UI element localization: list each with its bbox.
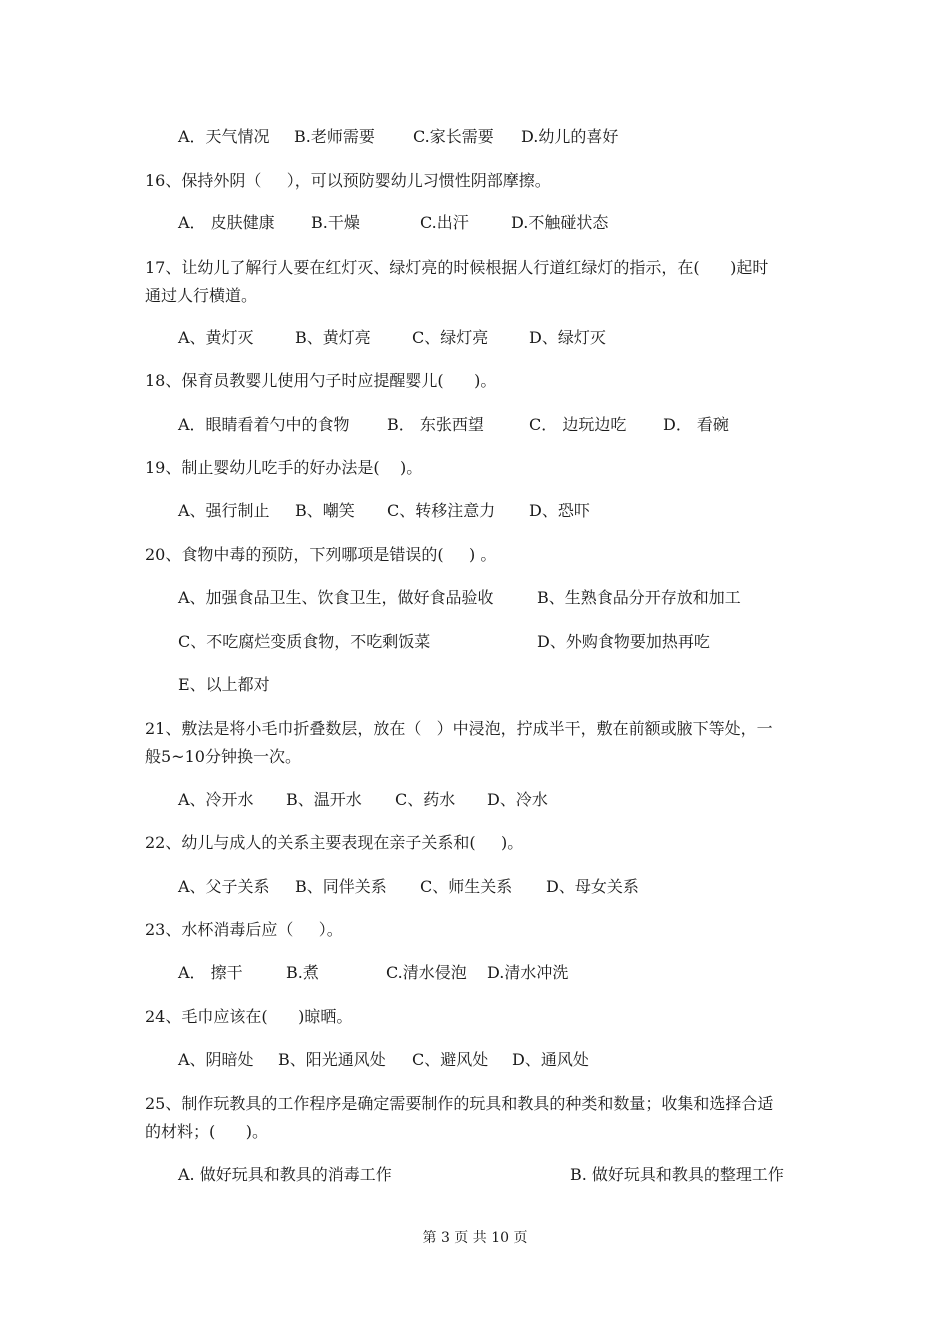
- question-20-option-c: C、不吃腐烂变质食物，不吃剩饭菜: [178, 632, 431, 651]
- question-25-option-b: B. 做好玩具和教具的整理工作: [570, 1165, 784, 1184]
- question-19-option-a: A、强行制止: [178, 501, 270, 520]
- question-24-option-d: D、通风处: [512, 1050, 589, 1069]
- question-20-option-a: A、加强食品卫生、饮食卫生，做好食品验收: [178, 588, 494, 607]
- question-17-option-d: D、绿灯灭: [529, 328, 606, 347]
- question-16-option-c: C.出汗: [420, 213, 469, 232]
- question-18-option-c: C． 边玩边吃: [529, 415, 627, 434]
- question-21-stem: 21、敷法是将小毛巾折叠数层，放在（ ）中浸泡，拧成半干，敷在前额或腋下等处，一: [145, 719, 773, 738]
- question-23-option-b: B.煮: [286, 963, 319, 982]
- question-23-option-c: C.清水侵泡: [386, 963, 467, 982]
- question-18-stem: 18、保育员教婴儿使用勺子时应提醒婴儿( )。: [145, 371, 497, 390]
- question-17-option-a: A、黄灯灭: [178, 328, 254, 347]
- question-19-option-b: B、嘲笑: [295, 501, 355, 520]
- question-22-option-c: C、师生关系: [420, 877, 513, 896]
- question-21-option-c: C、药水: [395, 790, 456, 809]
- question-22-option-b: B、同伴关系: [295, 877, 387, 896]
- question-18-option-b: B． 东张西望: [387, 415, 484, 434]
- question-25-stem: 25、制作玩教具的工作程序是确定需要制作的玩具和教具的种类和数量；收集和选择合适: [145, 1094, 774, 1113]
- question-19-option-d: D、恐吓: [529, 501, 590, 520]
- question-25-stem-continued: 的材料；( )。: [145, 1122, 269, 1141]
- option-a: A．天气情况: [178, 127, 270, 146]
- option-c: C.家长需要: [413, 127, 494, 146]
- question-24-option-b: B、阳光通风处: [278, 1050, 386, 1069]
- question-21-stem-continued: 般5~10分钟换一次。: [145, 747, 301, 766]
- question-22-option-d: D、母女关系: [546, 877, 639, 896]
- option-d: D.幼儿的喜好: [521, 127, 619, 146]
- question-17-stem: 17、让幼儿了解行人要在红灯灭、绿灯亮的时候根据人行道红绿灯的指示，在( )起时: [145, 258, 769, 277]
- question-18-option-a: A．眼睛看着勺中的食物: [178, 415, 350, 434]
- question-19-option-c: C、转移注意力: [387, 501, 496, 520]
- question-24-stem: 24、毛巾应该在( )晾晒。: [145, 1007, 353, 1026]
- question-17-stem-continued: 通过人行横道。: [145, 286, 258, 305]
- question-16-option-d: D.不触碰状态: [511, 213, 609, 232]
- page-number: 第 3 页 共 10 页: [422, 1230, 528, 1246]
- question-18-option-d: D． 看碗: [663, 415, 729, 434]
- question-20-option-e: E、以上都对: [178, 675, 270, 694]
- question-16-option-b: B.干燥: [311, 213, 360, 232]
- question-23-option-a: A． 擦干: [178, 963, 243, 982]
- question-25-option-a: A. 做好玩具和教具的消毒工作: [178, 1165, 392, 1184]
- option-b: B.老师需要: [294, 127, 375, 146]
- question-22-option-a: A、父子关系: [178, 877, 270, 896]
- question-20-option-b: B、生熟食品分开存放和加工: [537, 588, 741, 607]
- question-21-option-a: A、冷开水: [178, 790, 254, 809]
- question-17-option-b: B、黄灯亮: [295, 328, 371, 347]
- question-23-stem: 23、水杯消毒后应（ ）。: [145, 920, 343, 939]
- question-20-option-d: D、外购食物要加热再吃: [537, 632, 710, 651]
- question-22-stem: 22、幼儿与成人的关系主要表现在亲子关系和( )。: [145, 833, 524, 852]
- question-16-option-a: A． 皮肤健康: [178, 213, 275, 232]
- question-17-option-c: C、绿灯亮: [412, 328, 489, 347]
- question-24-option-a: A、阴暗处: [178, 1050, 254, 1069]
- question-19-stem: 19、制止婴幼儿吃手的好办法是( )。: [145, 458, 423, 477]
- question-24-option-c: C、避风处: [412, 1050, 489, 1069]
- question-21-option-d: D、冷水: [487, 790, 548, 809]
- question-20-stem: 20、食物中毒的预防，下列哪项是错误的( ) 。: [145, 545, 497, 564]
- question-21-option-b: B、温开水: [286, 790, 362, 809]
- question-16-stem: 16、保持外阴（ ），可以预防婴幼儿习惯性阴部摩擦。: [145, 171, 551, 190]
- question-23-option-d: D.清水冲洗: [487, 963, 569, 982]
